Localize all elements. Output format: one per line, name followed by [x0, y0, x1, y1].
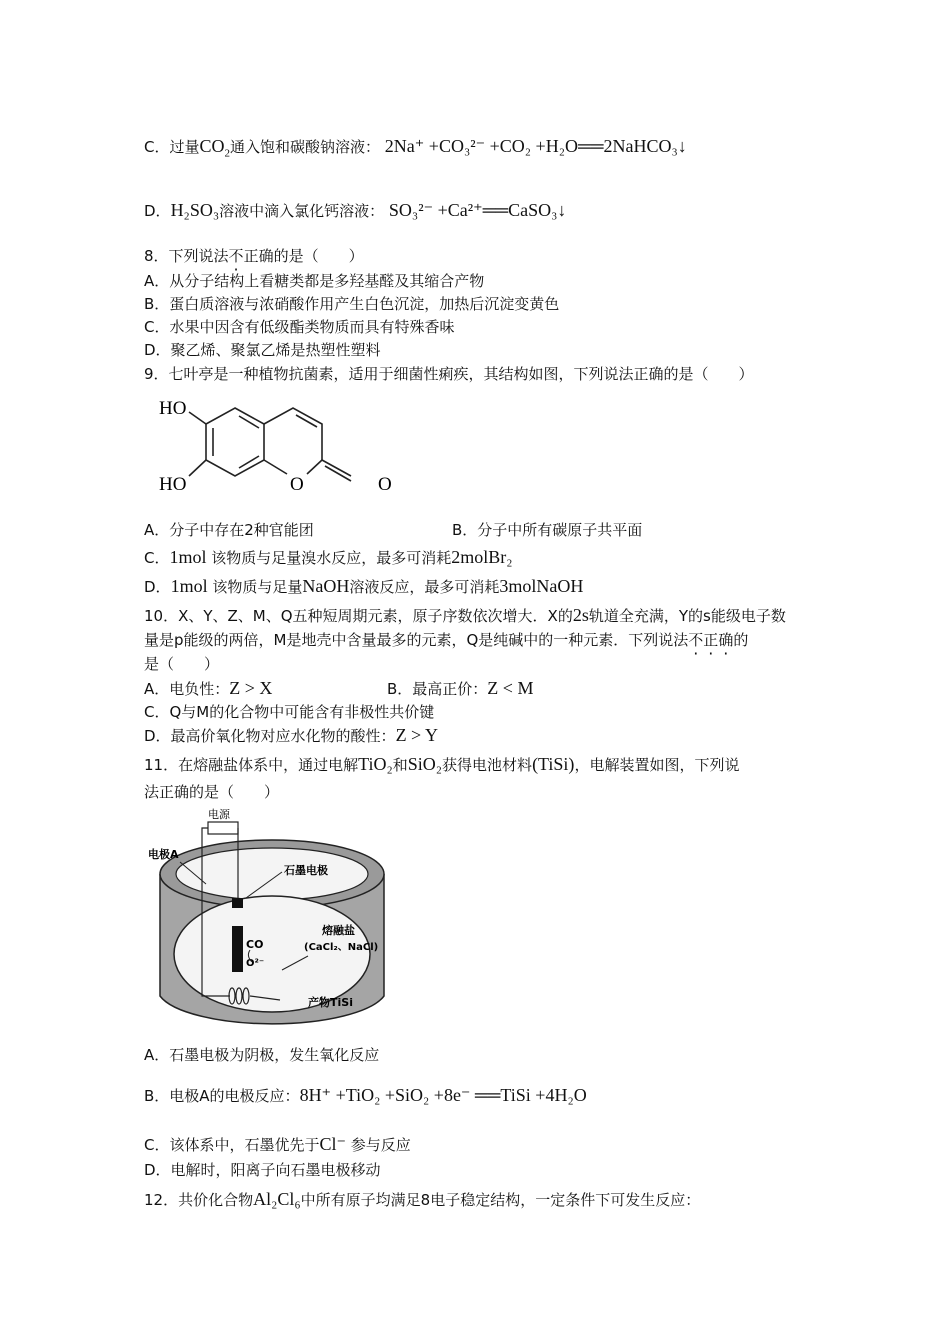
graphite-electrode-label: 石墨电极	[284, 864, 328, 877]
q10-option-d	[144, 725, 438, 746]
q11-stem-line1	[144, 754, 739, 775]
q10b-eq: Z < M	[487, 678, 534, 698]
q11-option-a: A．石墨电极为阴极，发生氧化反应	[144, 1046, 380, 1064]
q9c-mol: 1mol	[169, 547, 207, 567]
q8-option-d: D．聚乙烯、聚氯乙烯是热塑性塑料	[144, 341, 381, 359]
q9d-amount: 3molNaOH	[499, 576, 584, 596]
q10-l2-a: 量是p能级的两倍，M是地壳中含量最多的元素，Q是纯碱中的一种元素．下列说法	[144, 631, 689, 649]
structure-bonds	[189, 408, 351, 481]
q11-option-d: D．电解时，阳离子向石墨电极移动	[144, 1161, 381, 1179]
q10-l1-a: 10．X、Y、Z、M、Q五种短周期元素，原子序数依次增大．X的	[144, 607, 573, 625]
q7d-h2so3: H₂SO₃	[170, 200, 220, 220]
q11b-pre: B．电极A的电极反应：	[144, 1087, 300, 1105]
q11-stem-line2: 法正确的是（ ）	[144, 783, 280, 801]
q10a-pre: A．电负性：	[144, 680, 230, 698]
q10-emph-1: 不	[688, 631, 704, 649]
q10-emph-2: 正	[703, 631, 719, 649]
q9d-naoh: NaOH	[302, 576, 350, 596]
q10-option-c: C．Q与M的化合物中可能含有非极性共价键	[144, 703, 435, 721]
electrolysis-apparatus-diagram	[146, 806, 398, 1034]
q8-stem	[144, 246, 364, 266]
coumarin-structure-diagram	[155, 392, 415, 504]
power-source-box	[208, 822, 238, 834]
q7c-co2: $CO_2$	[199, 136, 230, 160]
q10d-eq: Z > Y	[395, 725, 439, 745]
product-tisi-label: 产物TiSi	[308, 996, 353, 1009]
q11-option-b	[144, 1085, 587, 1106]
q8-option-b: B．蛋白质溶液与浓硝酸作用产生白色沉淀，加热后沉淀变黄色	[144, 295, 560, 313]
q7d-mid: 溶液中滴入氯化钙溶液：	[219, 202, 385, 220]
q8-option-a: A．从分子结构上看糖类都是多羟基醛及其缩合产物	[144, 272, 485, 290]
q10-option-a	[144, 678, 272, 699]
q10-l2-b: 的	[733, 631, 749, 649]
q10-stem-line1	[144, 605, 786, 626]
q11-sio2: SiO₂	[407, 754, 443, 774]
q9d-mid2: 溶液反应，最多可消耗	[349, 578, 500, 596]
q11-and: 和	[392, 756, 408, 774]
power-source-label: 电源	[208, 808, 230, 821]
q7c-prefix: C．过量	[144, 138, 200, 156]
q11-l1-b: 获得电池材料	[442, 756, 533, 774]
cylinder-opening	[176, 848, 368, 900]
q7c-mid: 通入饱和碳酸钠溶液：	[230, 138, 381, 156]
ho-label-top: HO	[159, 398, 187, 419]
q7-option-d	[144, 200, 566, 221]
q11-tisi: (TiSi)	[532, 754, 575, 774]
q11-tio2: TiO₂	[358, 754, 393, 774]
q10-stem-line2	[144, 630, 748, 650]
molten-salt-label: 熔融盐	[322, 924, 355, 937]
q11-l1-c: ，电解装置如图，下列说	[574, 756, 740, 774]
q11-l1-a: 11．在熔融盐体系中，通过电解	[144, 756, 359, 774]
q7c-equation: 2Na⁺ +CO₃²⁻ +CO₂ +H₂O══2NaHCO₃↓	[384, 136, 687, 156]
q9d-pre: D．	[144, 578, 171, 596]
q9d-mol: 1mol	[170, 576, 208, 596]
q7-option-c	[144, 136, 687, 160]
molten-salt-window	[174, 896, 370, 1012]
q9-option-d	[144, 576, 583, 597]
q8-option-c: C．水果中因含有低级酯类物质而具有特殊香味	[144, 318, 455, 336]
q11c-post: 参与反应	[350, 1136, 411, 1154]
q7d-equation: SO₃²⁻ +Ca²⁺══CaSO₃↓	[388, 200, 567, 220]
q9c-pre: C．	[144, 549, 170, 567]
q11c-pre: C．该体系中，石墨优先于	[144, 1136, 320, 1154]
graphite-electrode-top	[232, 898, 243, 908]
q7d-prefix: D．	[144, 202, 171, 220]
q9-option-b: B．分子中所有碳原子共平面	[452, 521, 643, 539]
q9c-mid: 该物质与足量溴水反应，最多可消耗	[211, 549, 452, 567]
q9-option-c	[144, 547, 513, 568]
q8-emphasis: 不	[228, 247, 244, 265]
q9c-amount: 2molBr₂	[451, 547, 513, 567]
q8-stem-a: 8．下列说法	[144, 247, 229, 265]
ring-oxygen-label: O	[290, 474, 304, 495]
electrode-a-label: 电极A	[148, 848, 179, 861]
q10-emph-3: 确	[718, 631, 734, 649]
q9d-mid: 该物质与足量	[212, 578, 303, 596]
graphite-electrode-rod	[232, 926, 243, 972]
oxide-ion-label: O²⁻	[246, 958, 265, 969]
q10-option-b	[387, 678, 533, 699]
q12-post: 中所有原子均满足8电子稳定结构，一定条件下可发生反应：	[300, 1191, 701, 1209]
q9-stem: 9．七叶亭是一种植物抗菌素，适用于细菌性痢疾，其结构如图，下列说法正确的是（ ）	[144, 365, 754, 383]
molten-salt-composition: (CaCl₂、NaCl)	[304, 942, 379, 953]
q10-stem-line3: 是（ ）	[144, 655, 220, 673]
q11-option-c	[144, 1134, 411, 1155]
q10a-eq: Z > X	[229, 678, 273, 698]
q11c-cl: Cl⁻	[319, 1134, 346, 1154]
q10-l1-b: 轨道全充满，Y的s能级电子数	[588, 607, 786, 625]
q10b-pre: B．最高正价：	[387, 680, 488, 698]
q12-pre: 12．共价化合物	[144, 1191, 254, 1209]
co-label: CO	[246, 938, 264, 951]
q10d-pre: D．最高价氧化物对应水化物的酸性：	[144, 727, 396, 745]
carbonyl-oxygen-label: O	[378, 474, 392, 495]
q12-stem	[144, 1189, 700, 1210]
q11b-eq: 8H⁺ +TiO₂ +SiO₂ +8e⁻ ══TiSi +4H₂O	[299, 1085, 587, 1105]
q10-2s: 2s	[572, 605, 589, 625]
ho-label-bottom: HO	[159, 474, 187, 495]
q8-stem-b: 正确的是（ ）	[243, 247, 364, 265]
q12-al2cl6: Al₂Cl₆	[253, 1189, 301, 1209]
q9-option-a: A．分子中存在2种官能团	[144, 521, 314, 539]
